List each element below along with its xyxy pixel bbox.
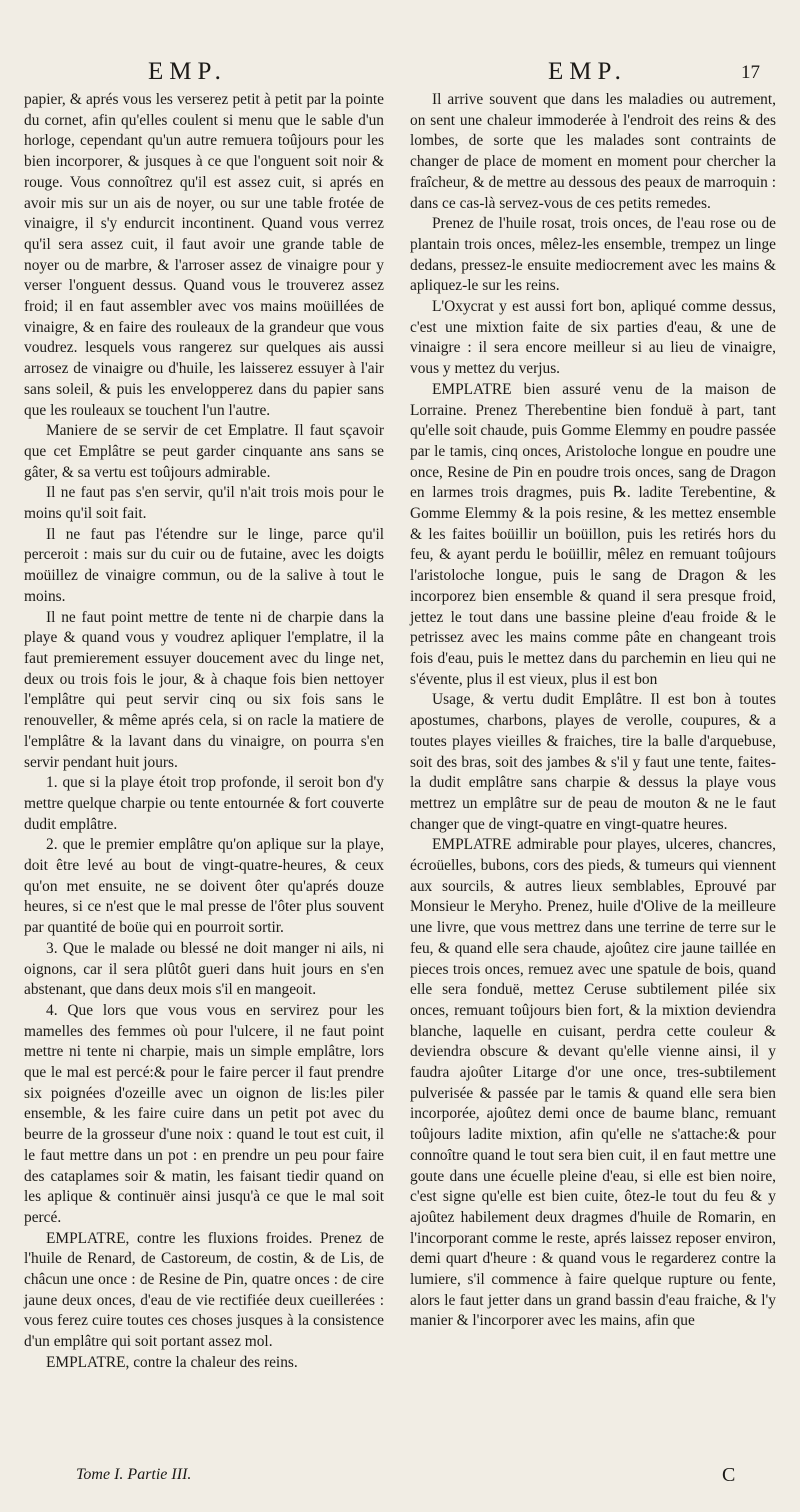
paragraph: EMPLATRE, contre les fluxions froides. Prenez de l'huile de Renard, de Castoreum, de costin, & de Lis, de châcun une once : de Resine de Pin, quatre onces : de cire jaune deux onces, d'eau de vie rectifiée deux cueillerées : vous ferez cuire toutes ces choses jusques à la consistence d'un emplâtre qui soit portant assez mol. bbox=[24, 1229, 384, 1351]
header-right: EMP. bbox=[548, 58, 627, 85]
paragraph: 2. que le premier emplâtre qu'on aplique sur la playe, doit être levé au bout de vingt-quatre-heures, & ceux qu'on met ensuite, ne se doivent ôter qu'aprés douze heures, si ce n'est que le mal presse de l'ôter plus souvent par quantité de boüe qui en pourroit sortir. bbox=[24, 836, 384, 937]
footer-signature: Tome I. Partie III. bbox=[76, 1466, 192, 1483]
paragraph: EMPLATRE, contre la chaleur des reins. bbox=[46, 1353, 298, 1371]
footer-gathering-mark: C bbox=[722, 1464, 736, 1486]
paragraph: Prenez de l'huile rosat, trois onces, de l'eau rose ou de plantain trois onces, mêlez-les ensemble, trempez un linge dedans, pressez-le ensuite mediocrement avec les mains & apliquez-le sur les reins. bbox=[410, 215, 776, 295]
paragraph: EMPLATRE bien assuré venu de la maison de Lorraine. Prenez Therebentine bien fonduë à part, tant qu'elle soit chaude, puis Gomme Elemmy en poudre passée par le tamis, cinq onces, Aristoloche longue en poudre une once, Resine de Pin en poudre trois onces, sang de Dragon en larmes trois dragmes, puis ℞. ladite Terebentine, & Gomme Elemmy & la pois resine, & les mettez ensemble & les faites boüillir un boüillon, puis les retirés hors du feu, & ayant perdu le boüillir, mêlez en remuant toûjours l'aristoloche longue, puis le sang de Dragon & les incorporez bien ensemble & quand il sera presque froid, jettez le tout dans une bassine pleine d'eau froide & le petrissez avec les mains comme pâte en changeant trois fois d'eau, puis le mettez dans du parchemin en lieu qui ne s'évente, plus il est vieux, plus il est bon bbox=[410, 380, 776, 688]
paragraph: 3. Que le malade ou blessé ne doit manger ni ails, ni oignons, car il sera plûtôt gueri dans huit jours en s'en abstenant, que dans deux mois s'il en mangeoit. bbox=[24, 939, 384, 999]
paragraph: EMPLATRE admirable pour playes, ulceres, chancres, écroüelles, bubons, cors des pieds, & tumeurs qui viennent aux sourcils, & autres lieux semblables, Eprouvé par Monsieur le Meryho. Prenez, huile d'Olive de la meilleure une livre, que vous mettrez dans une terrine de terre sur le feu, & quand elle sera chaude, ajoûtez cire jaune taillée en pieces trois onces, remuez avec une spatule de bois, quand elle sera fonduë, mettez Ceruse subtilement pilée six onces, remuant toûjours bien fort, & la mixtion deviendra blanche, laquelle en cuisant, perdra cette couleur & deviendra obscure & devant qu'elle vienne ainsi, il y faudra ajoûter Litarge d'or une once, tres-subtilement pulverisée & passée par le tamis & quand elle sera bien incorporée, ajoûtez demi once de baume blanc, remuant toûjours ladite mixtion, afin qu'elle ne s'attache:& pour connoître quand le tout sera bien cuit, il en faut mettre une goute dans une écuelle pleine d'eau, si elle est bien noire, c'est signe qu'elle est bien cuite, ôtez-le tout du feu & y ajoûtez habilement deux dragmes d'huile de Romarin, en l'incorporant comme le reste, aprés laissez reposer environ, demi quart d'heure : & quand vous le regarderez contre la lumiere, s'il commence à faire quelque rupture ou fente, alors le faut jetter dans un grand bassin d'eau fraiche, & l'y manier & l'incorporer avec les mains, afin que bbox=[410, 836, 776, 1330]
paragraph: 4. Que lors que vous vous en servirez pour les mamelles des femmes où pour l'ulcere, il ne faut point mettre ni tente ni charpie, mais un simple emplâtre, lors que le mal est percé:& pour le faire percer il faut prendre six poignées d'ozeille avec un oignon de lis:les piler ensemble, & les faire cuire dans un petit pot avec du beurre de la grosseur d'une noix : quand le tout est cuit, il le faut mettre dans un pot : en prendre un peu pour faire des cataplames soir & matin, les faisant tiedir quand on les aplique & continuër ainsi jusqu'à ce que le mal soit percé. bbox=[24, 1001, 384, 1226]
paragraph: Il ne faut pas s'en servir, qu'il n'ait trois mois pour le moins qu'il soit fait. bbox=[24, 484, 384, 523]
page-number: 17 bbox=[741, 62, 760, 83]
paragraph: Usage, & vertu dudit Emplâtre. Il est bon à toutes apostumes, charbons, playes de verolle, coupures, & a toutes playes vieilles & fraiches, tire la balle d'arquebuse, soit des bras, soit des jambes & s'il y faut une tente, faites-la dudit emplâtre sans charpie & dessus la playe vous mettrez un emplâtre sur de peau de mouton & ne le faut changer que de vingt-quatre en vingt-quatre heures. bbox=[410, 691, 776, 833]
header-left: EMP. bbox=[148, 58, 227, 85]
paragraph: L'Oxycrat y est aussi fort bon, apliqué comme dessus, c'est une mixtion faite de six parties d'eau, & une de vinaigre : il sera encore meilleur si au lieu de vinaigre, vous y mettez du verjus. bbox=[410, 298, 776, 378]
paragraph: papier, & aprés vous les verserez petit à petit par la pointe du cornet, afin qu'elles coulent si menu que le sable d'un horloge, cependant qu'un autre remuera toûjours pour les bien incorporer, & jusques à ce que l'onguent soit noir & rouge. Vous connoîtrez qu'il est assez cuit, si aprés en avoir mis sur un ais de noyer, ou sur une table frotée de vinaigre, il s'y endurcit incontinent. Quand vous verrez qu'il sera assez cuit, il faut avoir une grande table de noyer ou de marbre, & l'arroser assez de vinaigre pour y verser l'onguent dessus. Quand vous le trouverez assez froid; il en faut assembler avec vos mains moüillées de vinaigre, & en faire des rouleaux de la grandeur que vous voudrez. lesquels vous rangerez sur quelques ais aussi arrosez de vinaigre ou d'huile, les laisserez essuyer à l'air sans soleil, & puis les envelopperez dans du papier sans que les rouleaux se touchent l'un l'autre. bbox=[24, 91, 384, 419]
paragraph: Il ne faut pas l'étendre sur le linge, parce qu'il perceroit : mais sur du cuir ou de futaine, avec les doigts moüillez de vinaigre commun, ou de la salive à tout le moins. bbox=[24, 525, 384, 605]
right-column bbox=[410, 90, 776, 1332]
paragraph: Maniere de se servir de cet Emplatre. Il faut sçavoir que cet Emplâtre se peut garder cinquante ans sans se gâter, & sa vertu est toûjours admirable. bbox=[24, 422, 384, 481]
paragraph: Il arrive souvent que dans les maladies ou autrement, on sent une chaleur immoderée à l'endroit des reins & des lombes, de sorte que les malades sont contraints de changer de place de moment en moment pour chercher la fraîcheur, & de mettre au dessous des peaux de marroquin : dans ce cas-là servez-vous de ces petits remedes. bbox=[410, 91, 776, 212]
left-column bbox=[24, 90, 384, 1374]
paragraph: 1. que si la playe étoit trop profonde, il seroit bon d'y mettre quelque charpie ou tente entournée & fort couverte dudit emplâtre. bbox=[24, 774, 384, 833]
paragraph: Il ne faut point mettre de tente ni de charpie dans la playe & quand vous y voudrez apliquer l'emplatre, il la faut premierement essuyer doucement avec du linge net, deux ou trois fois le jour, & à chaque fois bien nettoyer l'emplâtre qui peut servir cinq ou six fois sans le renouveller, & même aprés cela, si on racle la matiere de l'emplâtre & la lavant dans du vinaigre, on pourra s'en servir pendant huit jours. bbox=[24, 608, 384, 771]
